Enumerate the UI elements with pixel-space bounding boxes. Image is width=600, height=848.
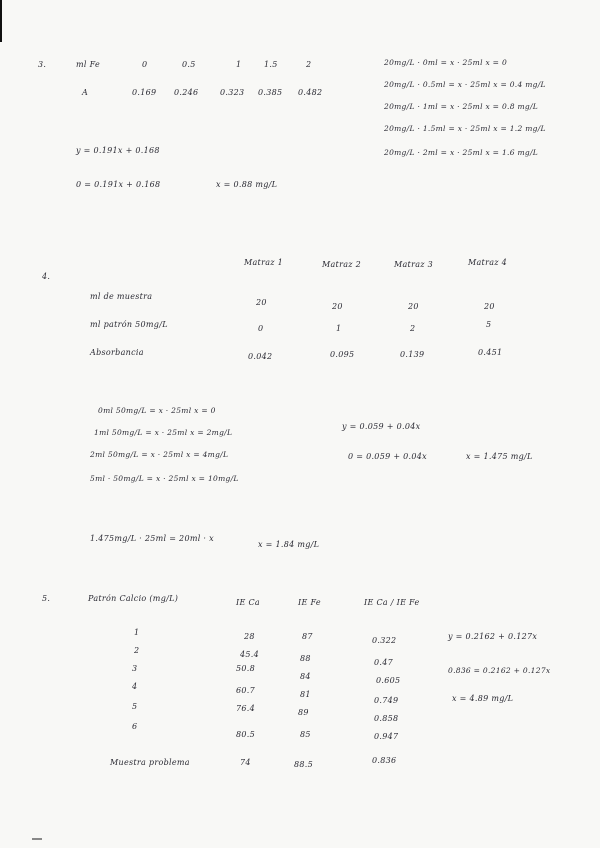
cell-value: 2 [410,324,416,333]
absorbance-value: 0.246 [174,88,199,97]
column-header: Matraz 2 [322,260,362,269]
row-label: A [82,88,89,97]
ratio-value: 0.605 [376,676,401,685]
row-label: Absorbancia [90,348,144,357]
column-header: IE Fe [298,598,321,607]
patron-value: 4 [132,682,138,691]
cell-value: 0.042 [248,352,273,361]
ratio-value: 0.858 [374,714,399,723]
regression-equation: y = 0.059 + 0.04x [342,422,421,431]
cell-value: 20 [408,302,419,311]
solve-equation: 0.836 = 0.2162 + 0.127x [448,666,551,675]
cell-value: 0.451 [478,348,503,357]
column-header: Patrón Calcio (mg/L) [88,594,179,603]
absorbance-value: 0.385 [258,88,283,97]
solve-equation: 0 = 0.191x + 0.168 [76,180,161,189]
ieca-value: 50.8 [236,664,256,673]
ml-value: 0.5 [182,60,196,69]
cell-value: 1 [336,324,342,333]
iefe-value: 85 [300,730,311,739]
patron-value: 2 [134,646,140,655]
problem-sample-label: Muestra problema [110,758,190,767]
ml-value: 2 [306,60,312,69]
ieca-value: 45.4 [240,650,260,659]
problem-number: 5. [42,594,51,603]
row-label: ml patrón 50mg/L [90,320,168,329]
conversion-line: 20mg/L · 0ml = x · 25ml x = 0 [384,58,508,67]
iefe-value: 87 [302,632,313,641]
cell-value: 20 [256,298,267,307]
ratio-value: 0.47 [374,658,394,667]
conversion-line: 20mg/L · 1.5ml = x · 25ml x = 1.2 mg/L [384,124,546,133]
conversion-line: 5ml · 50mg/L = x · 25ml x = 10mg/L [90,474,239,483]
ieca-value: 80.5 [236,730,256,739]
regression-equation: y = 0.191x + 0.168 [76,146,160,155]
row-label: ml de muestra [90,292,153,301]
absorbance-value: 0.169 [132,88,157,97]
cell-value: 20 [484,302,495,311]
solve-result: x = 4.89 mg/L [452,694,514,703]
iefe-value: 84 [300,672,311,681]
row-label: ml Fe [76,60,101,69]
column-header: IE Ca / IE Fe [364,598,420,607]
patron-value: 5 [132,702,138,711]
ratio-value: 0.836 [372,756,397,765]
cell-value: 0.095 [330,350,355,359]
scan-edge-mark [0,0,2,42]
iefe-value: 88 [300,654,311,663]
regression-equation: y = 0.2162 + 0.127x [448,632,538,641]
ratio-value: 0.322 [372,636,397,645]
ml-value: 1.5 [264,60,278,69]
cell-value: 0.139 [400,350,425,359]
conversion-line: 0ml 50mg/L = x · 25ml x = 0 [98,406,216,415]
iefe-value: 88.5 [294,760,314,769]
ml-value: 1 [236,60,242,69]
problem-number: 4. [42,272,51,281]
conversion-line: 20mg/L · 0.5ml = x · 25ml x = 0.4 mg/L [384,80,546,89]
patron-value: 1 [134,628,140,637]
conversion-line: 20mg/L · 1ml = x · 25ml x = 0.8 mg/L [384,102,539,111]
solve-result: x = 0.88 mg/L [216,180,278,189]
column-header: IE Ca [236,598,260,607]
column-header: Matraz 4 [468,258,508,267]
final-result: x = 1.84 mg/L [258,540,320,549]
final-equation: 1.475mg/L · 25ml = 20ml · x [90,534,214,543]
iefe-value: 81 [300,690,311,699]
patron-value: 3 [132,664,138,673]
ieca-value: 74 [240,758,251,767]
ratio-value: 0.749 [374,696,399,705]
absorbance-value: 0.323 [220,88,245,97]
problem-number: 3. [38,60,47,69]
ieca-value: 28 [244,632,255,641]
conversion-line: 1ml 50mg/L = x · 25ml x = 2mg/L [94,428,233,437]
cell-value: 5 [486,320,492,329]
column-header: Matraz 3 [394,260,434,269]
ieca-value: 60.7 [236,686,256,695]
scan-edge-mark [32,838,42,840]
column-header: Matraz 1 [244,258,284,267]
iefe-value: 89 [298,708,309,717]
cell-value: 20 [332,302,343,311]
conversion-line: 20mg/L · 2ml = x · 25ml x = 1.6 mg/L [384,148,539,157]
conversion-line: 2ml 50mg/L = x · 25ml x = 4mg/L [90,450,229,459]
absorbance-value: 0.482 [298,88,323,97]
ratio-value: 0.947 [374,732,399,741]
solve-result: x = 1.475 mg/L [466,452,533,461]
ml-value: 0 [142,60,148,69]
cell-value: 0 [258,324,264,333]
ieca-value: 76.4 [236,704,256,713]
patron-value: 6 [132,722,138,731]
solve-equation: 0 = 0.059 + 0.04x [348,452,427,461]
